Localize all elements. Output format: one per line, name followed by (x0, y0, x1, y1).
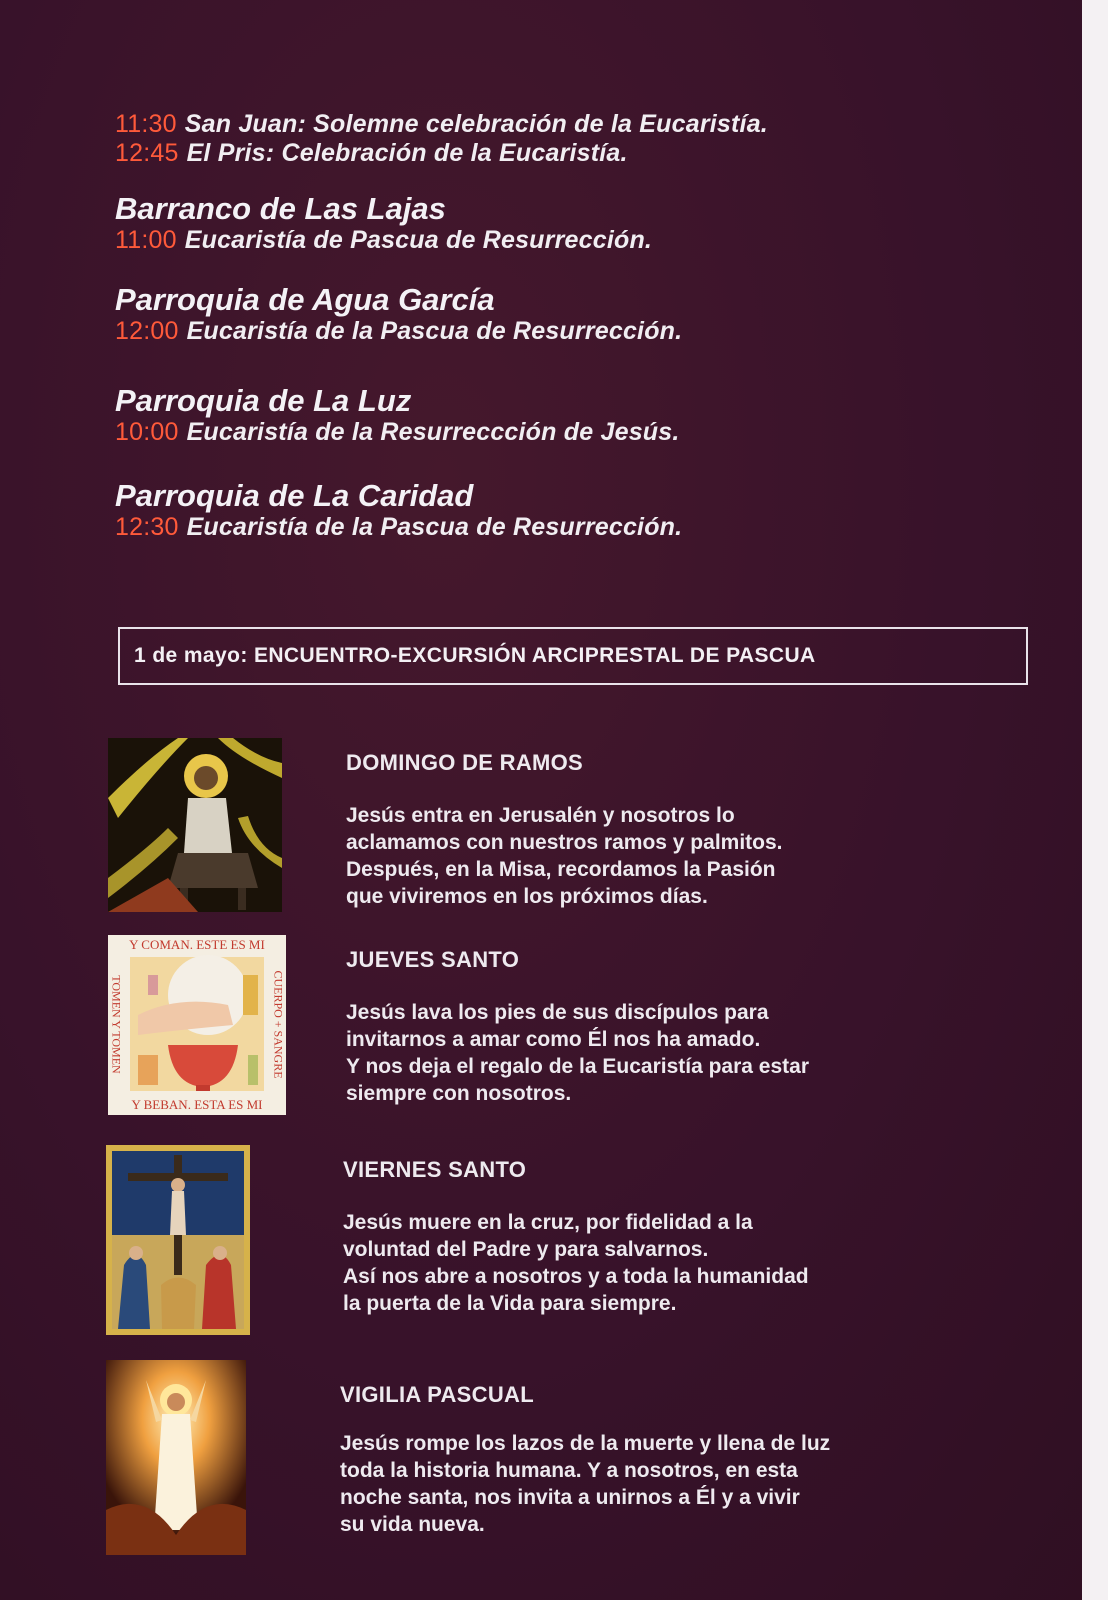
event-title: VIGILIA PASCUAL (340, 1382, 534, 1407)
event-domingo-de-ramos (108, 738, 1008, 918)
parish-name: Parroquia de La Luz (115, 383, 412, 418)
page-edge (1082, 0, 1108, 1600)
event-description: Jesús rompe los lazos de la muerte y llena de luz toda la historia humana. Y a nosotros, en esta noche santa, nos invita a unirnos a Él y a vivir su vida nueva. (340, 1432, 831, 1536)
schedule-line: 12:00 Eucaristía de la Pascua de Resurrección. (115, 317, 683, 345)
event-jueves-santo (108, 935, 1008, 1117)
event-description: Jesús entra en Jerusalén y nosotros lo aclamamos con nuestros ramos y palmitos. Después, en la Misa, recordamos la Pasión que viviremos en los próximos días. (346, 804, 783, 908)
schedule-line: 11:30 San Juan: Solemne celebración de la Eucaristía. (115, 110, 768, 138)
schedule-line: 10:00 Eucaristía de la Resurreccción de Jesús. (115, 418, 680, 446)
image-caption-left: TOMEN Y TOMEN (109, 975, 124, 1074)
easter-vigil-image (106, 1360, 246, 1555)
holy-thursday-image (108, 935, 286, 1115)
schedule-line: 12:45 El Pris: Celebración de la Eucaristía. (115, 139, 628, 167)
parish-name: Barranco de Las Lajas (115, 191, 446, 226)
parish-name: Parroquia de La Caridad (115, 478, 474, 513)
event-title: DOMINGO DE RAMOS (346, 750, 584, 775)
palm-sunday-image (108, 738, 282, 912)
good-friday-image (106, 1145, 250, 1335)
event-title: JUEVES SANTO (346, 947, 520, 972)
event-description: Jesús lava los pies de sus discípulos para invitarnos a amar como Él nos ha amado. Y nos deja el regalo de la Eucaristía para estar siempre con nosotros. (346, 1001, 809, 1105)
schedule-line: 11:00 Eucaristía de Pascua de Resurrección. (115, 226, 653, 254)
image-caption-bottom: Y BEBAN. ESTA ES MI (131, 1097, 263, 1112)
schedule-line: 12:30 Eucaristía de la Pascua de Resurrección. (115, 513, 683, 541)
image-caption-right: CUERPO + SANGRE (271, 970, 286, 1079)
mass-schedule (115, 110, 1015, 542)
event-vigilia-pascual (108, 1360, 1008, 1556)
parish-name: Parroquia de Agua García (115, 282, 495, 317)
image-caption-top: Y COMAN. ESTE ES MI (129, 937, 265, 952)
event-title: VIERNES SANTO (343, 1157, 527, 1182)
event-description: Jesús muere en la cruz, por fidelidad a la voluntad del Padre y para salvarnos. Así nos abre a nosotros y a toda la humanidad la puerta de la Vida para siempre. (343, 1211, 809, 1315)
announcement-box (118, 627, 1028, 685)
announcement-text: 1 de mayo: ENCUENTRO-EXCURSIÓN ARCIPRESTAL DE PASCUA (134, 644, 816, 667)
event-viernes-santo (108, 1145, 1008, 1337)
